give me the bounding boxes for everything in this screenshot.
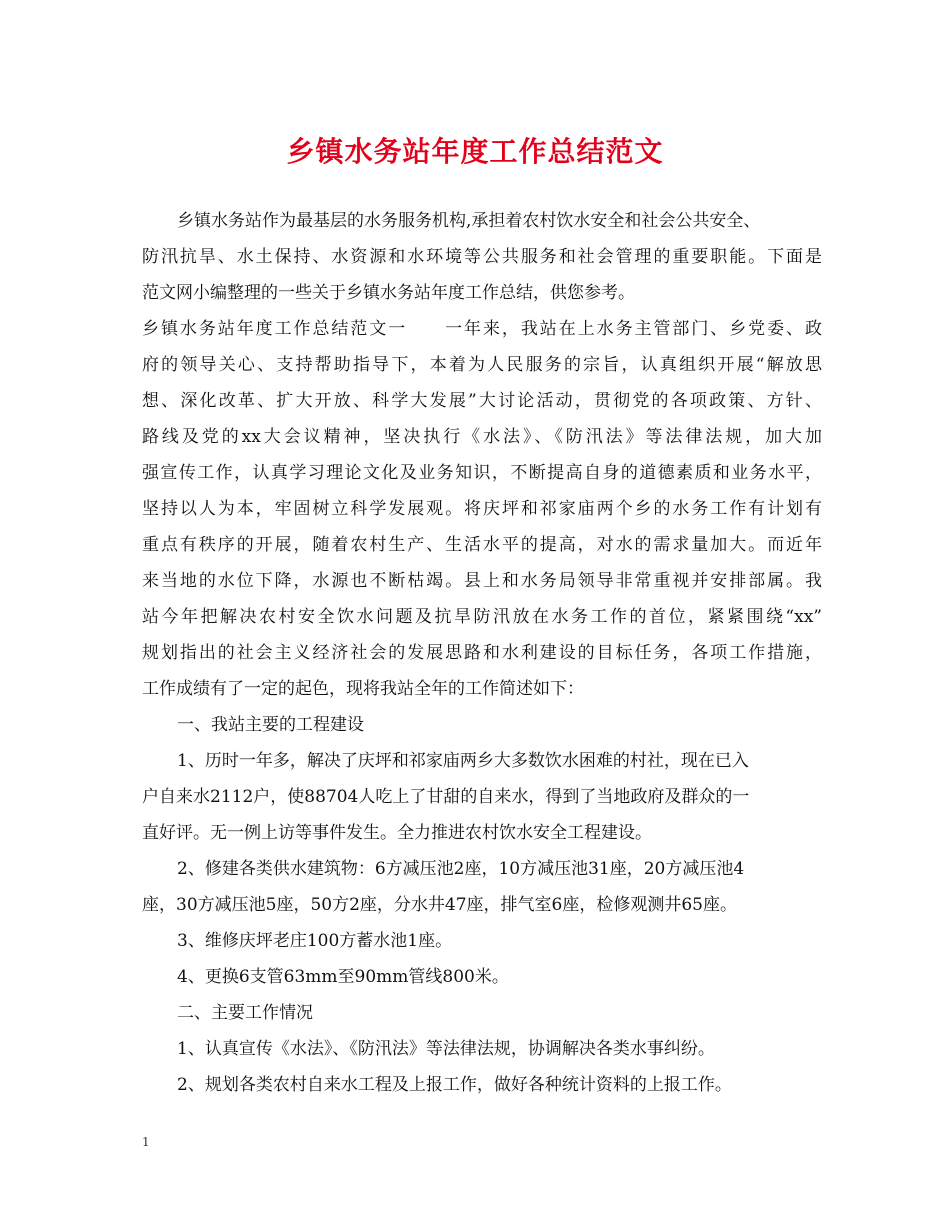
paragraph-line: 工作成绩有了一定的起色，现将我站全年的工作简述如下： (142, 679, 584, 699)
list-item-line: 直好评。无一例上访等事件发生。全力推进农村饮水安全工程建设。 (142, 823, 652, 843)
list-item-line: 2、规划各类农村自来水工程及上报工作，做好各种统计资料的上报工作。 (177, 1075, 732, 1095)
paragraph-line: 站今年把解决农村安全饮水问题及抗旱防汛放在水务工作的首位，紧紧围绕“xx” (142, 607, 822, 627)
section-heading: 一、我站主要的工程建设 (177, 715, 364, 735)
list-item-line: 1、历时一年多，解决了庆坪和祁家庙两乡大多数饮水困难的村社，现在已入 (177, 751, 749, 771)
paragraph-line: 重点有秩序的开展，随着农村生产、生活水平的提高，对水的需求量加大。而近年 (142, 535, 822, 555)
paragraph-line: 想、深化改革、扩大开放、科学大发展”大讨论活动，贯彻党的各项政策、方针、 (142, 391, 822, 411)
paragraph-line: 路线及党的xx大会议精神，坚决执行《水法》、《防汛法》等法律法规，加大加 (142, 427, 822, 447)
section-heading: 二、主要工作情况 (177, 1003, 313, 1023)
paragraph-line: 规划指出的社会主义经济社会的发展思路和水利建设的目标任务，各项工作措施， (142, 643, 822, 663)
paragraph-line: 防汛抗旱、水土保持、水资源和水环境等公共服务和社会管理的重要职能。下面是 (142, 247, 822, 267)
paragraph-line: 范文网小编整理的一些关于乡镇水务站年度工作总结，供您参考。 (142, 283, 635, 303)
paragraph-line: 来当地的水位下降，水源也不断枯竭。县上和水务局领导非常重视并安排部属。我 (142, 571, 822, 591)
paragraph-line: 强宣传工作，认真学习理论文化及业务知识，不断提高自身的道德素质和业务水平， (142, 463, 822, 483)
paragraph-line: 乡镇水务站年度工作总结范文一 一年来，我站在上水务主管部门、乡党委、政 (142, 319, 822, 339)
document-title: 乡镇水务站年度工作总结范文 (286, 135, 664, 168)
list-item-line: 4、更换6支管63mm至90mm管线800米。 (177, 967, 509, 987)
list-item-line: 户自来水2112户，使88704人吃上了甘甜的自来水，得到了当地政府及群众的一 (142, 787, 750, 807)
list-item-line: 3、维修庆坪老庄100方蓄水池1座。 (177, 931, 453, 951)
list-item-line: 2、修建各类供水建筑物：6方减压池2座，10方减压池31座，20方减压池4 (177, 859, 745, 879)
list-item-line: 座，30方减压池5座，50方2座，分水井47座，排气室6座，检修观测井65座。 (142, 895, 737, 915)
paragraph-line: 坚持以人为本，牢固树立科学发展观。将庆坪和祁家庙两个乡的水务工作有计划有 (142, 499, 822, 519)
list-item-line: 1、认真宣传《水法》、《防汛法》等法律法规，协调解决各类水事纠纷。 (177, 1039, 715, 1059)
paragraph-line: 乡镇水务站作为最基层的水务服务机构,承担着农村饮水安全和社会公共安全、 (177, 211, 761, 231)
page-number: 1 (142, 1135, 150, 1149)
paragraph-line: 府的领导关心、支持帮助指导下，本着为人民服务的宗旨，认真组织开展“解放思 (142, 355, 822, 375)
